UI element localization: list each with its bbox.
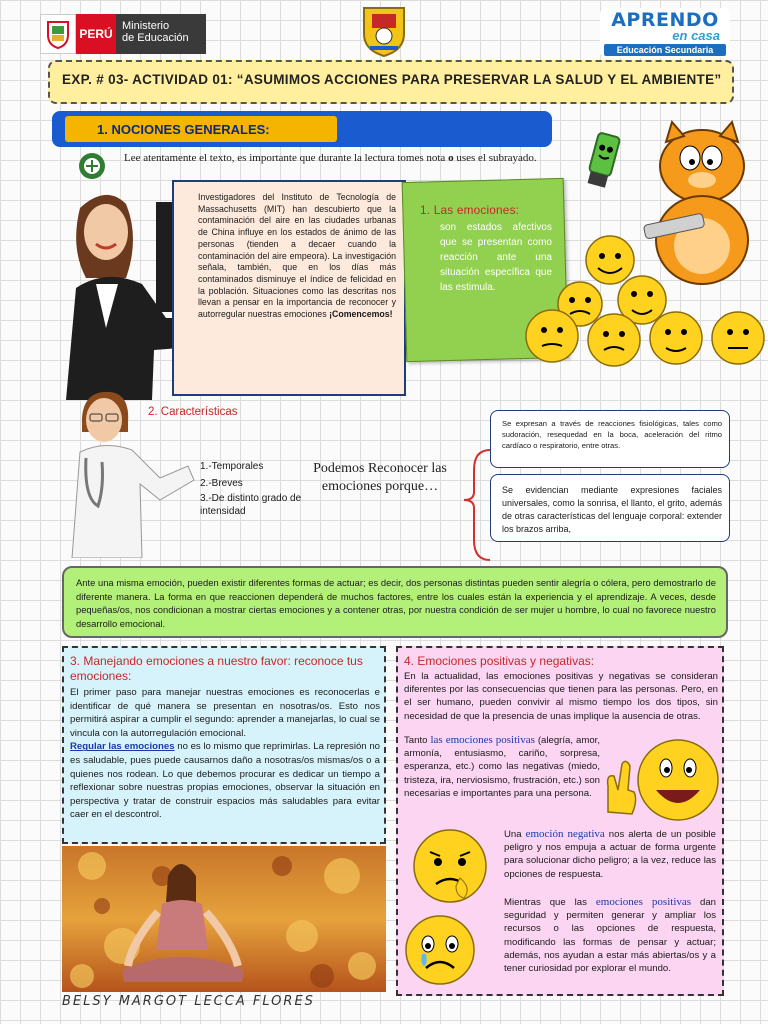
examples-text: Tanto: [404, 735, 431, 746]
sad-emoji-icon: [400, 912, 480, 988]
negative-text-end: nos alerta de un posible peligro y nos empuja a actuar de forma urgente para solucionar dicho peligro; a la vez, reduce las opciones de respuesta.: [504, 829, 716, 880]
school-seal-icon: [360, 4, 408, 58]
aprendo-subtitle: en casa: [672, 28, 720, 43]
section-4-heading: 4. Emociones positivas y negativas:: [404, 654, 595, 668]
ministry-label: [116, 14, 206, 54]
happy-emoji-thumbs-icon: [600, 734, 722, 826]
peru-shield-icon: [40, 14, 76, 54]
meditation-photo: [62, 846, 386, 992]
emotions-heading: 1. Las emociones:: [420, 203, 520, 217]
brace-connector: [460, 430, 494, 570]
positive-text-end: dan seguridad y permiten generar y ampliar los recursos o las opciones de respuesta, modificando las formas de pensar y actuar; además, nos ayudan a estar más abiertas/os y a tener curiosidad por explorar el mundo.: [504, 897, 716, 975]
page-title: EXP. # 03- ACTIVIDAD 01: “ASUMIMOS ACCIONES PARA PRESERVAR LA SALUD Y EL AMBIENTE”: [62, 72, 722, 87]
facial-expression-text: Se evidencian mediante expresiones faciales universales, como la sonrisa, el llanto, el grito, además de otras características del lenguaje corporal: extender los brazos arriba,: [502, 485, 722, 534]
examples-text-end: (alegría, amor, armonía, entusiasmo, cariño, sorpresa, esperanza, etc.) como las negativas (miedo, tristeza, ira, nerviosismo, frustración, etc.) son necesarias e importantes para una persona.: [404, 735, 600, 799]
peru-flag-label: PERÚ: [76, 14, 116, 54]
ministry-line-1: Ministerio: [122, 20, 170, 32]
list-item: 3.-De distinto grado de intensidad: [200, 493, 302, 517]
aprendo-level: Educación Secundaria: [604, 44, 726, 56]
regular-emociones-link[interactable]: Regular las emociones: [70, 741, 175, 753]
negative-text: Una: [504, 829, 526, 840]
research-paragraph: [198, 192, 396, 321]
instruction-text: Lee atentamente el texto, es importante que durante la lectura tomes nota: [124, 152, 449, 164]
instruction-emphasis: o: [448, 152, 454, 164]
ministry-line-2: de Educación: [122, 32, 189, 44]
research-body: Investigadores del Instituto de Tecnología de Massachusetts (MIT) han descubierto que la contaminación del aire en las ciudades urbanas de China influye en los estados de ánimo de las personas (tienden a decaer cuando la contaminación del aire empeora). La investigación señala, también, que en los días más contaminados disminuye el índice de felicidad en la población. Situaciones como las descritas nos llevan a pensar en la importancia de reconocer y autorregular nuestras emociones: [198, 192, 396, 320]
negative-emotion-term: emoción negativa: [525, 828, 605, 840]
physiological-expression-text: Se expresan a través de reacciones fisiológicas, tales como sudoración, resequedad en la boca, aceleración del ritmo cardíaco o respiratorio, entre otras.: [502, 419, 722, 450]
section-2-heading: 2. Características: [148, 406, 238, 418]
aprendo-title: APRENDO: [611, 9, 719, 31]
aprendo-en-casa-logo: [600, 8, 730, 58]
section-1-heading: 1. NOCIONES GENERALES:: [65, 116, 337, 142]
reading-instruction: [124, 152, 574, 164]
section-3-body: [70, 686, 380, 822]
positive-text: Mientras que las: [504, 897, 596, 908]
section-3-paragraph-1: El primer paso para manejar nuestras emociones es reconocerlas e identificar de qué manera se presentan en nosotras/os. Esto nos permitirá aspirar a cumplir el segundo: aprender a manejarlas, lo cual se vincula con la autorregulación emocional.: [70, 687, 380, 739]
marker-character-icon: [576, 128, 628, 192]
emoji-faces-illustration: [522, 230, 768, 380]
section-3-paragraph-2: no es lo mismo que reprimirlas. La represión no es saludable, pues puede causarnos daño a nosotras/os mismas/os o a quienes nos rodean. Lo que debemos procurar es dedicar un tiempo a reflexionar sobre nuestras propias emociones, observar la situación en perspectiva y tratar de construir espacios más saludables para evitar caer en el descontrol.: [70, 741, 380, 821]
emotions-definition: son estados afectivos que se presentan como reacción ante una situación específica que las estimula.: [440, 222, 552, 293]
positive-emotion-term: emociones positivas: [595, 896, 692, 908]
worried-emoji-icon: [402, 826, 498, 906]
emotions-context-text: Ante una misma emoción, pueden existir diferentes formas de actuar; es decir, dos personas distintas pueden sentir alegría o cólera, pero demostrarlo de diferente manera. La forma en que reaccionen dependerá de muchos factores, entre los cuales están la experiencia y el aprendizaje. A veces, desde pequeñas/os, nos condicionan a mostrar ciertas emociones y a contener otras, por nuestra condición de ser mujer u hombre, lo cual no favorece nuestro desarrollo emocional.: [76, 577, 716, 629]
section-3-heading: 3. Manejando emociones a nuestro favor: reconoce tus emociones:: [70, 654, 363, 683]
list-item: 2.-Breves: [200, 478, 243, 489]
negative-emotion-paragraph: [504, 828, 716, 881]
instruction-text-end: uses el subrayado.: [453, 152, 537, 164]
section-4-intro: En la actualidad, las emociones positivas y negativas se consideran diferentes por las consecuencias que tienen para las personas. Pero, en el ser humano, pueden convivir al mismo tiempo los dos tipos, sin necesidad de que la presencia de unas implique la ausencia de otras.: [404, 671, 718, 722]
list-item: 1.-Temporales: [200, 461, 264, 472]
recognize-emotions-prompt: Podemos Reconocer las emociones porque…: [313, 461, 447, 494]
positive-emotions-term: las emociones positivas: [430, 734, 535, 746]
author-signature: BELSY MARGOT LECCA FLORES: [62, 994, 315, 1009]
section-4-examples: [404, 734, 600, 800]
minedu-logo: [40, 14, 206, 54]
positive-emotion-paragraph: [504, 896, 716, 975]
research-call-to-action: ¡Comencemos!: [329, 309, 393, 320]
